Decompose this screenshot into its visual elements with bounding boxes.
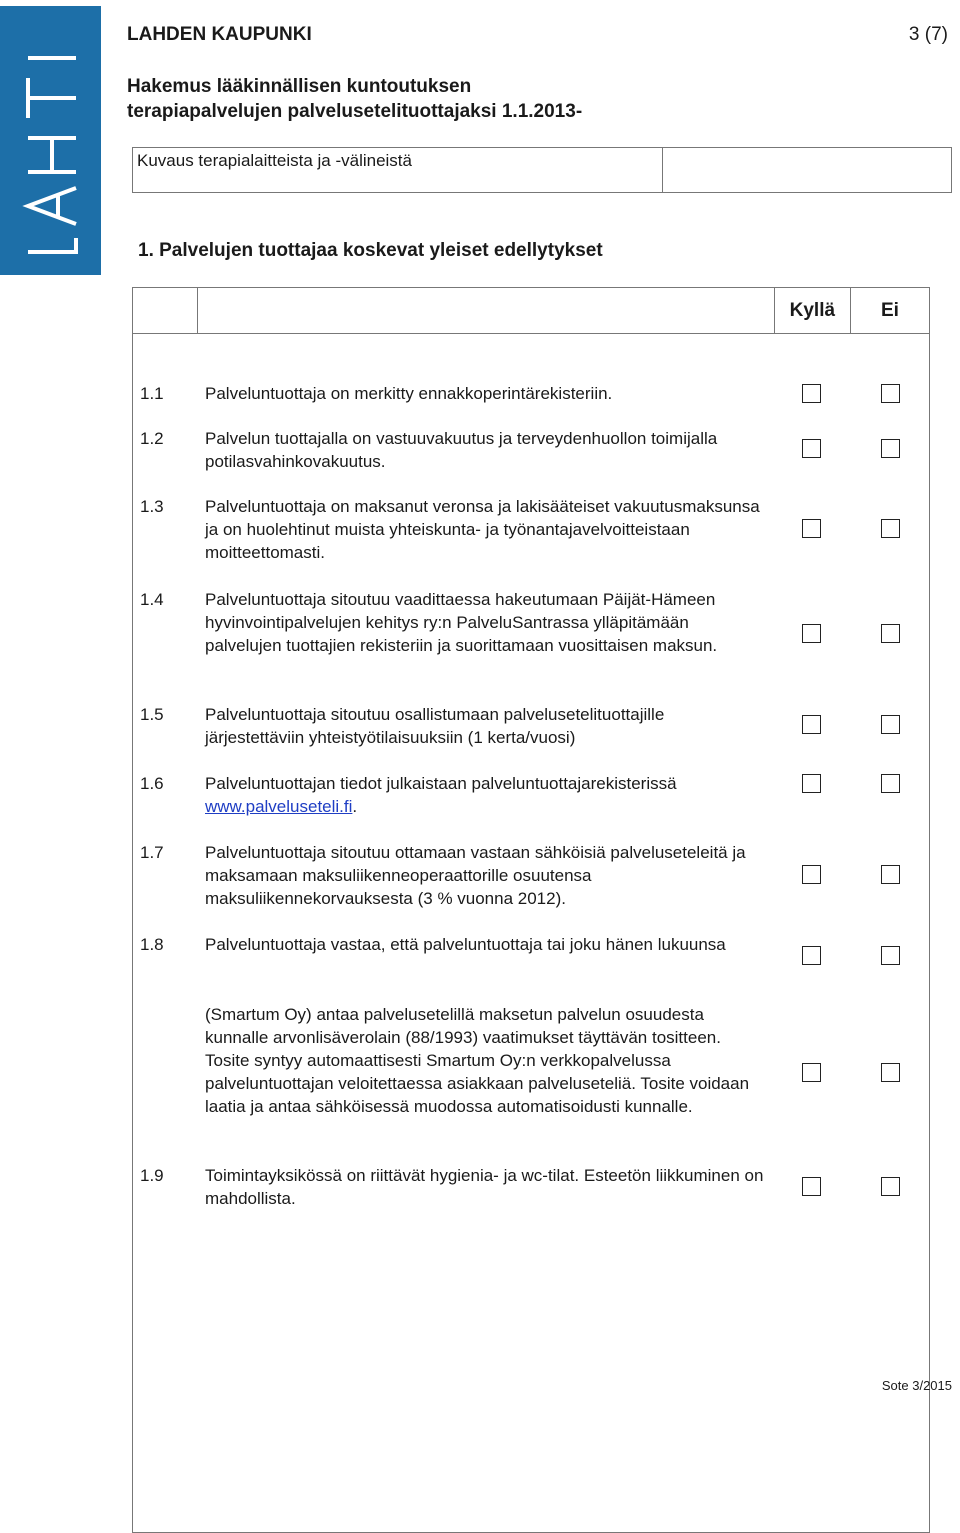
row-text: Palveluntuottaja on maksanut veronsa ja lakisääteiset vakuutusmaksunsa ja on huolehtinut muista yhteiskunta- ja työnantajavelvoitteistaan moitteettomasti. [205,497,760,562]
palveluseteli-link[interactable]: www.palveluseteli.fi [205,797,353,816]
row-number: 1.9 [140,1166,164,1185]
row-text: Palveluntuottaja sitoutuu osallistumaan palvelusetelituottajille järjestettäviin yhteistyötilaisuuksiin (1 kerta/vuosi) [205,705,665,747]
no-checkbox-1-7[interactable] [881,865,900,884]
row-text: Palveluntuottaja sitoutuu vaadittaessa hakeutumaan Päijät-Hämeen hyvinvointipalvelujen kehitys ry:n PalveluSantrassa ylläpitämään palvelujen tuottajien rekisteriin ja suorittamaan vuosittaisen maksun. [205,590,718,655]
row-number: 1.6 [140,774,164,793]
lahti-logo [0,6,101,275]
page-number: 3 (7) [908,24,948,45]
document-title [127,74,582,124]
no-checkbox-1-9[interactable] [881,1177,900,1196]
yes-checkbox-1-7[interactable] [802,865,821,884]
no-checkbox-smartum[interactable] [881,1063,900,1082]
yes-checkbox-1-9[interactable] [802,1177,821,1196]
row-number: 1.3 [140,497,164,516]
yes-checkbox-1-2[interactable] [802,439,821,458]
equipment-description-table [132,147,952,193]
header-no: Ei [850,288,929,334]
yes-checkbox-smartum[interactable] [802,1063,821,1082]
row-number: 1.4 [140,590,164,609]
requirements-body [133,334,930,1533]
section-title: 1. Palvelujen tuottajaa koskevat yleiset edellytykset [138,240,603,261]
row-number: 1.1 [140,384,164,403]
header-text-cell [198,288,775,334]
row-number: 1.2 [140,429,164,448]
yes-checkbox-1-3[interactable] [802,519,821,538]
document-title-line-1: Hakemus lääkinnällisen kuntoutuksen [127,76,472,97]
yes-checkbox-1-1[interactable] [802,384,821,403]
equipment-description-field[interactable] [663,148,952,193]
no-checkbox-1-3[interactable] [881,519,900,538]
requirements-table [132,287,930,1533]
row-text: (Smartum Oy) antaa palvelusetelillä maksetun palvelun osuudesta kunnalle arvonlisäverolain (88/1993) vaatimukset täyttävän tositteen. Tosite syntyy automaattisesti Smartum Oy:n verkkopalvelussa palveluntuottajan veloitettaessa asiakkaan palveluseteliä. Tosite voidaan laatia ja antaa sähköisessä muodossa automatisoidusti kunnalle. [205,1005,750,1116]
yes-checkbox-1-5[interactable] [802,715,821,734]
row-number: 1.7 [140,843,164,862]
yes-checkbox-1-4[interactable] [802,624,821,643]
row-number: 1.5 [140,705,164,724]
row-text-main: Palveluntuottajan tiedot julkaistaan palveluntuottajarekisterissä [205,774,677,793]
document-title-line-2: terapiapalvelujen palvelusetelituottajaksi 1.1.2013- [127,101,583,122]
header-number-cell [133,288,198,334]
lahti-logo-mark [0,6,101,275]
equipment-description-label: Kuvaus terapialaitteista ja -välineistä [133,148,663,193]
row-text: Palveluntuottaja on merkitty ennakkoperintärekisteriin. [205,384,613,403]
row-text: Palvelun tuottajalla on vastuuvakuutus ja terveydenhuollon toimijalla potilasvahinkovakuutus. [205,429,718,471]
no-checkbox-1-8[interactable] [881,946,900,965]
no-checkbox-1-5[interactable] [881,715,900,734]
row-text [205,772,765,818]
row-text: Toimintayksikössä on riittävät hygienia- ja wc-tilat. Esteetön liikkuminen on mahdollista. [205,1166,764,1208]
row-text: Palveluntuottaja sitoutuu ottamaan vastaan sähköisiä palveluseteleitä ja maksamaan maksuliikenneoperaattorille osuutensa maksuliikennekorvauksesta (3 % vuonna 2012). [205,843,746,908]
no-checkbox-1-1[interactable] [881,384,900,403]
organization-name: LAHDEN KAUPUNKI [127,24,312,45]
footer-code: Sote 3/2015 [881,1378,952,1393]
row-text-end: . [352,797,358,816]
no-checkbox-1-2[interactable] [881,439,900,458]
table-header-row [133,288,930,334]
row-text: Palveluntuottaja vastaa, että palveluntuottaja tai joku hänen lukuunsa [205,935,726,954]
no-checkbox-1-4[interactable] [881,624,900,643]
row-number: 1.8 [140,935,164,954]
yes-checkbox-1-8[interactable] [802,946,821,965]
no-checkbox-1-6[interactable] [881,774,900,793]
header-yes: Kyllä [774,288,850,334]
yes-checkbox-1-6[interactable] [802,774,821,793]
